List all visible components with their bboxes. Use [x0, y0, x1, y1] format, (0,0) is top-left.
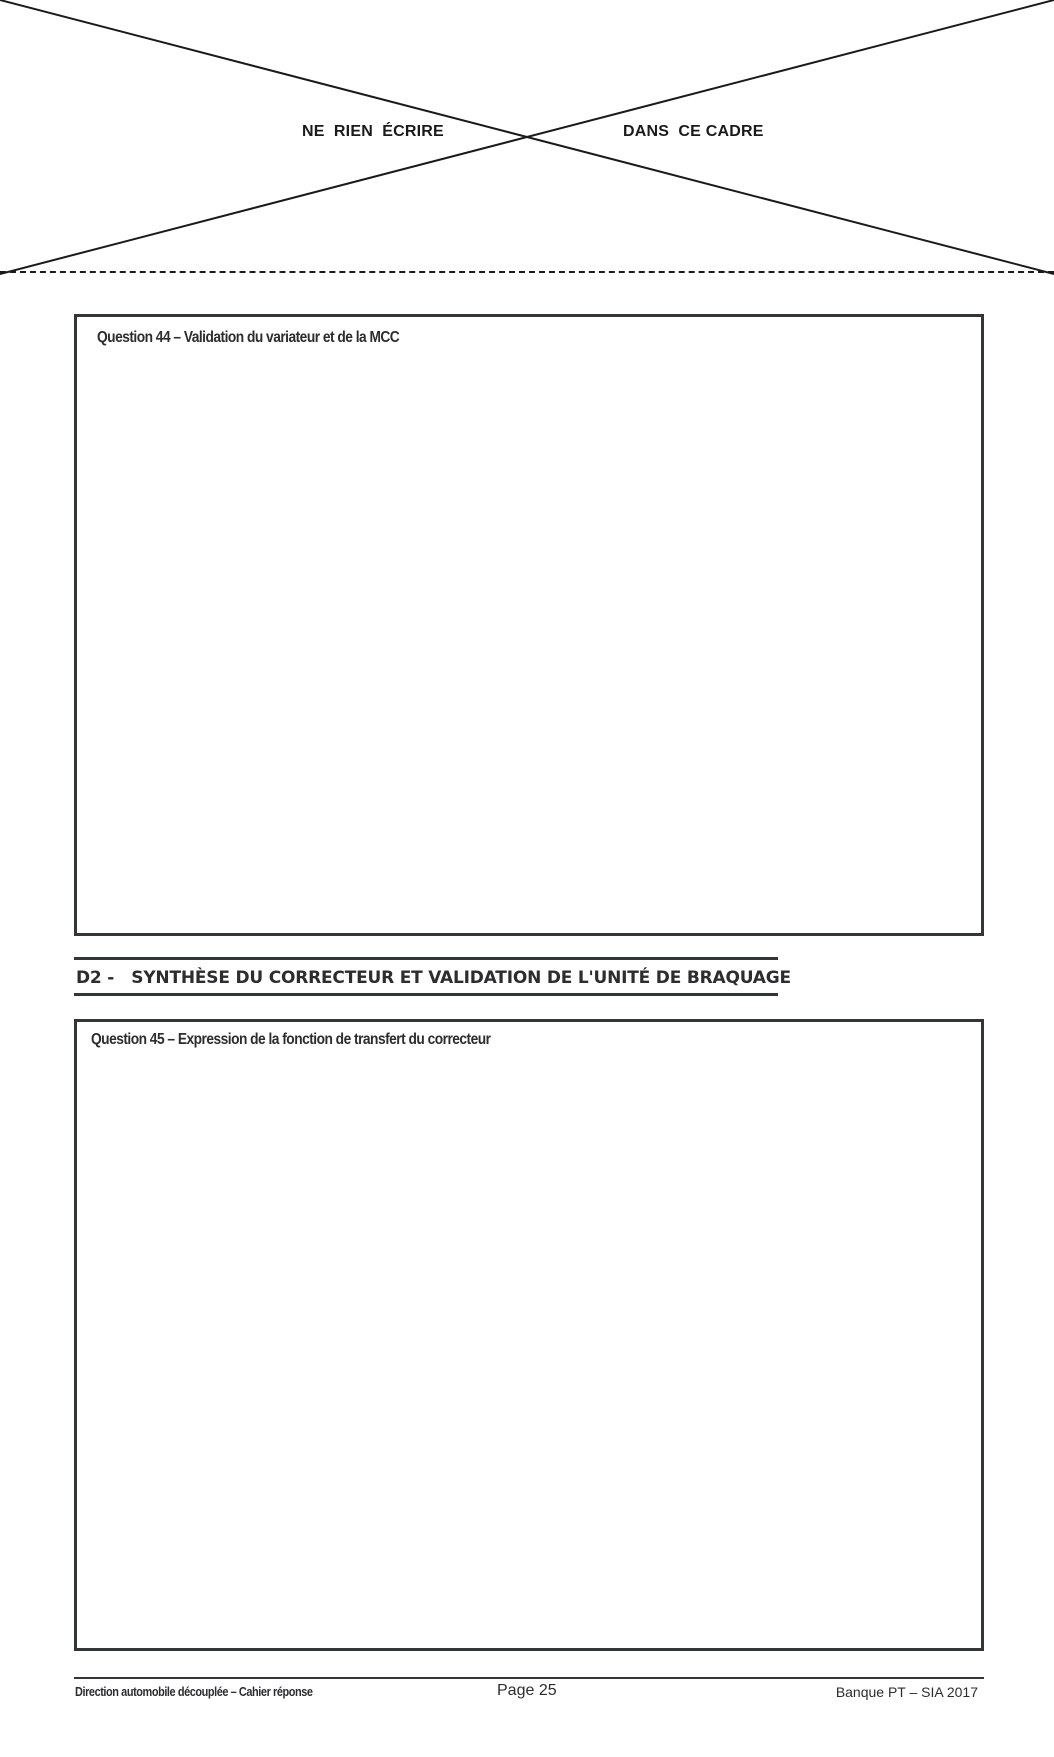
answer-box-question-44[interactable] — [74, 314, 984, 936]
footer-page-number: Page 25 — [497, 1682, 557, 1699]
footer-rule — [74, 1677, 984, 1679]
cut-line — [0, 271, 1054, 273]
do-not-write-text-right: DANS CE CADRE — [623, 123, 764, 140]
do-not-write-text-left: NE RIEN ÉCRIRE — [302, 123, 444, 140]
footer-document-title: Direction automobile découplée – Cahier réponse — [75, 1684, 313, 1699]
do-not-write-cross — [0, 0, 1054, 280]
answer-box-question-45[interactable] — [74, 1019, 984, 1651]
question-44-label: Question 44 – Validation du variateur et de la MCC — [97, 329, 400, 346]
footer-exam-name: Banque PT – SIA 2017 — [835, 1684, 978, 1700]
section-heading-d2-text: D2 - SYNTHÈSE DU CORRECTEUR ET VALIDATION DE L'UNITÉ DE BRAQUAGE — [76, 968, 791, 988]
question-45-label: Question 45 – Expression de la fonction de transfert du correcteur — [91, 1031, 491, 1048]
section-heading-d2 — [74, 957, 791, 996]
